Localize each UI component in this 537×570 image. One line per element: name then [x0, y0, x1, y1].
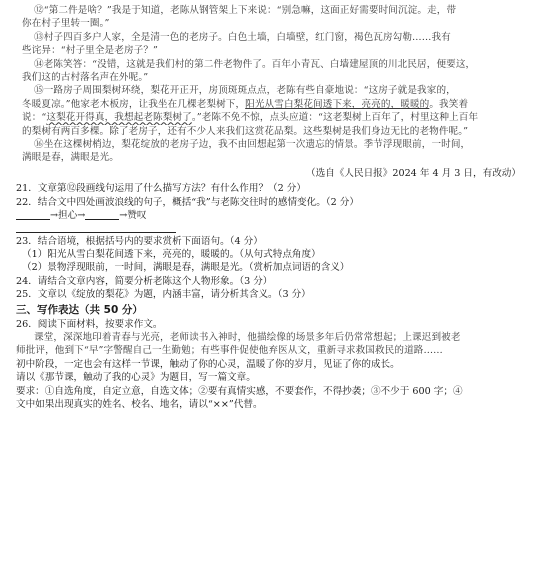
answer-blank[interactable] — [85, 209, 119, 220]
passage-paragraph-16-cont: 满眼是春，满眼是光。 — [22, 152, 119, 164]
answer-blank[interactable] — [16, 209, 50, 220]
passage-paragraph-12-cont: 你在村子里转一圈。” — [22, 18, 110, 30]
question-22-answer-chain — [16, 209, 525, 222]
passage-paragraph-15: ⑮一路房子周围梨树环绕，梨花开正开，房顶斑斑点点，老陈有些自豪地说：“这房子就是我家的， — [34, 85, 456, 97]
arrow-text: →赞叹 — [119, 210, 147, 222]
underlined-sentence: 阳光从雪白梨花间透下来，亮亮的，暖暖的 — [245, 98, 430, 110]
writing-prompt: 请以《那节课，触动了我的心灵》为题目，写一篇文章。 — [16, 372, 256, 384]
arrow-text: →担心→ — [50, 210, 86, 222]
passage-paragraph-15-line4: 的梨树有两百多棵。除了老房子，还有不少人来我们这赏花品梨。这些梨树是我们身边无比的老物件呢。” — [22, 125, 469, 137]
passage-text: 。”老陈不免不惊，点头应道：“这老梨树上百年了，村里这种上百年 — [191, 112, 479, 124]
writing-material-line-2: 师批评，他到下“早”字警醒自己一生勤勉；有些事件促使他弃医从文，重新寻求救国救民的道路…… — [16, 345, 443, 357]
wavy-underlined-sentence: 这梨花开得真，我想起老陈梨树了 — [46, 112, 192, 124]
passage-paragraph-14: ⑭老陈笑答：“没错，这就是我们村的第二件老物件了。百年小青瓦、白墙建屋顶的川北民居，便要这， — [34, 58, 476, 70]
writing-requirements-cont: 文中如果出现真实的姓名、校名、地名，请以“××”代替。 — [16, 398, 263, 410]
passage-paragraph-12: ⑫“第二件是啥？”我是于知道，老陈从钢管架上下来说：“别急嘛，这面正好需要时间沉淀。走，带 — [34, 5, 457, 16]
writing-requirements: 要求：①自选角度，自定立意，自选文体；②要有真情实感，不要套作，不得抄袭；③不少于 600 字；④ — [16, 385, 463, 397]
question-25: 25．文章以《绽放的梨花》为题，内涵丰富，请分析其含义。（3 分） — [16, 289, 311, 301]
question-23-part-1: （1）阳光从雪白梨花间透下来，亮亮的，暖暖的。（从句式特点角度） — [22, 248, 321, 260]
passage-text: 冬暖夏凉。”他家老木板房，让我坐在几棵老梨树下， — [22, 98, 246, 110]
passage-paragraph-13: ⑬村子四百多户人家，全是清一色的老房子。白色土墙，白墙壁，红门窗，褐色瓦房勾勒……我有 — [34, 31, 451, 43]
passage-paragraph-15-line3 — [16, 111, 525, 124]
answer-line[interactable] — [16, 224, 176, 233]
writing-section-heading: 三、写作表达（共 50 分） — [16, 303, 143, 316]
question-22: 22．结合文中四处画波浪线的句子，概括“我”与老陈交往时的感情变化。（2 分） — [16, 196, 359, 208]
passage-paragraph-16: ⑯坐在这棵树梢边，梨花绽放的老房子边，我不由回想起第一次遗忘的情景。季节浮现眼前，一时间， — [34, 139, 471, 151]
writing-material-line-1: 课堂，深深地印着青春与光亮，老师读书入神时，他描绘像的场景多年后仍常常想起；上课迟到被老 — [34, 331, 461, 343]
passage-text: 说：“ — [22, 112, 47, 124]
question-23: 23．结合语境，根据括号内的要求赏析下面语句。（4 分） — [16, 235, 263, 247]
passage-paragraph-13-cont: 些诧异：“村子里全是老房子？” — [22, 45, 159, 57]
passage-paragraph-14-cont: 我们这的古村落名声在外呢。” — [22, 72, 149, 84]
passage-text: 。我笑着 — [429, 98, 469, 110]
passage-source: （选自《人民日报》2024 年 4 月 3 日，有改动） — [306, 167, 521, 179]
question-21: 21．文章第⑫段画线句运用了什么描写方法？有什么作用？（2 分） — [16, 183, 306, 195]
question-23-part-2: （2）景物浮现眼前，一时间，满眼是春，满眼是光。（赏析加点词语的含义） — [22, 262, 350, 274]
question-26: 26．阅读下面材料，按要求作文。 — [16, 318, 163, 330]
question-24: 24．请结合文章内容，简要分析老陈这个人物形象。（3 分） — [16, 275, 273, 287]
writing-material-line-3: 初中阶段，一定也会有这样一节课，触动了你的心灵，温暖了你的岁月，见证了你的成长。 — [16, 358, 400, 370]
passage-paragraph-15-line2 — [16, 98, 525, 111]
